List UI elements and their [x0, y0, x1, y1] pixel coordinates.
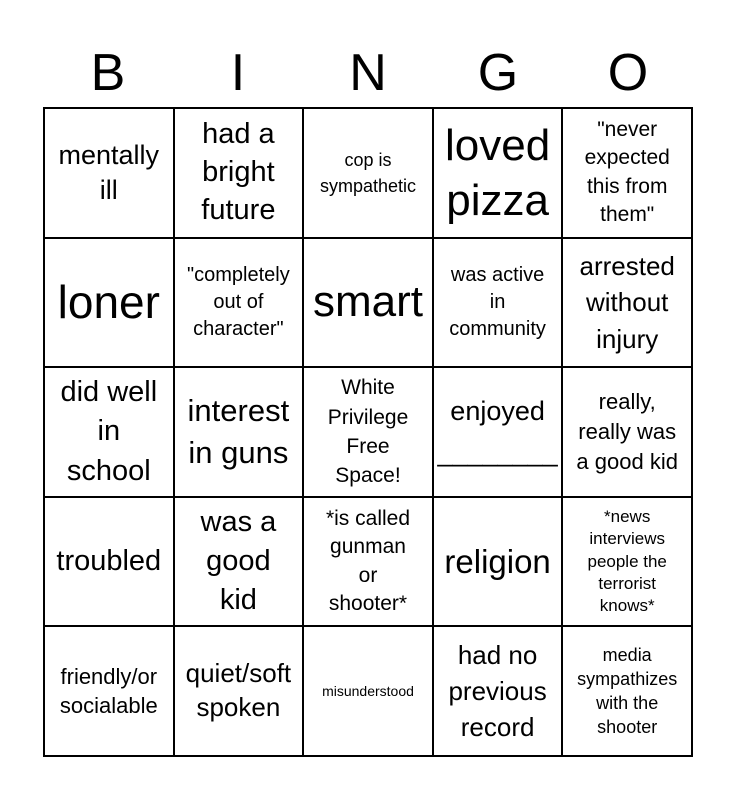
- bingo-cell[interactable]: [562, 497, 692, 627]
- cell-text: *news interviews people the terrorist knows*: [587, 507, 667, 615]
- bingo-cell[interactable]: [44, 108, 174, 238]
- cell-text: "completely out of character": [187, 263, 290, 340]
- header-letter-b: B: [90, 44, 126, 102]
- cell-text: really, really was a good kid: [576, 389, 678, 474]
- header-letter-o: O: [607, 44, 649, 102]
- bingo-cell[interactable]: [433, 108, 563, 238]
- cell-text: was a good kid: [200, 505, 277, 617]
- bingo-cell[interactable]: [303, 497, 433, 627]
- cell-text: did well in school: [60, 376, 158, 487]
- header-letter-g: G: [477, 44, 519, 102]
- cell-text: misunderstood: [322, 682, 414, 699]
- bingo-header: [43, 40, 693, 106]
- cell-text: was active in community: [449, 263, 546, 340]
- cell-text: cop is sympathetic: [319, 149, 417, 196]
- bingo-cell[interactable]: [433, 367, 563, 497]
- cell-text: quiet/soft spoken: [185, 658, 292, 723]
- bingo-cell[interactable]: [174, 238, 304, 368]
- bingo-cell[interactable]: [433, 626, 563, 756]
- cell-text: friendly/or socialable: [59, 663, 158, 719]
- header-letter-n: N: [349, 44, 387, 102]
- cell-text: had a bright future: [201, 118, 276, 226]
- bingo-cell[interactable]: [174, 108, 304, 238]
- cell-text: *is called gunman or shooter*: [325, 506, 411, 615]
- bingo-cell[interactable]: [433, 238, 563, 368]
- cell-text: "never expected this from them": [584, 118, 670, 227]
- bingo-cell[interactable]: [44, 497, 174, 627]
- bingo-cell[interactable]: [44, 367, 174, 497]
- bingo-cell[interactable]: [44, 238, 174, 368]
- bingo-cell[interactable]: [562, 108, 692, 238]
- cell-text: mentally ill: [58, 139, 160, 205]
- header-letter-i: I: [230, 44, 246, 102]
- bingo-cell[interactable]: [174, 626, 304, 756]
- bingo-board: [43, 107, 693, 757]
- cell-text: media sympathizes with the shooter: [577, 644, 678, 738]
- cell-text: had no previous record: [448, 639, 547, 743]
- cell-text: religion: [444, 542, 551, 580]
- cell-text: enjoyed ________: [437, 396, 558, 467]
- cell-text: troubled: [56, 545, 162, 578]
- bingo-cell[interactable]: [562, 367, 692, 497]
- cell-text: White Privilege Free Space!: [327, 376, 409, 488]
- bingo-cell[interactable]: [303, 626, 433, 756]
- bingo-cell[interactable]: [303, 108, 433, 238]
- bingo-cell[interactable]: [562, 238, 692, 368]
- bingo-cell[interactable]: [433, 497, 563, 627]
- bingo-cell[interactable]: [562, 626, 692, 756]
- cell-text: loner: [57, 275, 160, 328]
- cell-text: smart: [312, 276, 423, 326]
- bingo-cell[interactable]: [174, 367, 304, 497]
- cell-text: arrested without injury: [579, 250, 675, 354]
- bingo-cell[interactable]: [303, 238, 433, 368]
- bingo-cell-free-space[interactable]: [303, 367, 433, 497]
- cell-text: loved pizza: [445, 120, 551, 225]
- bingo-cell[interactable]: [44, 626, 174, 756]
- cell-text: interest in guns: [187, 393, 290, 470]
- bingo-cell[interactable]: [174, 497, 304, 627]
